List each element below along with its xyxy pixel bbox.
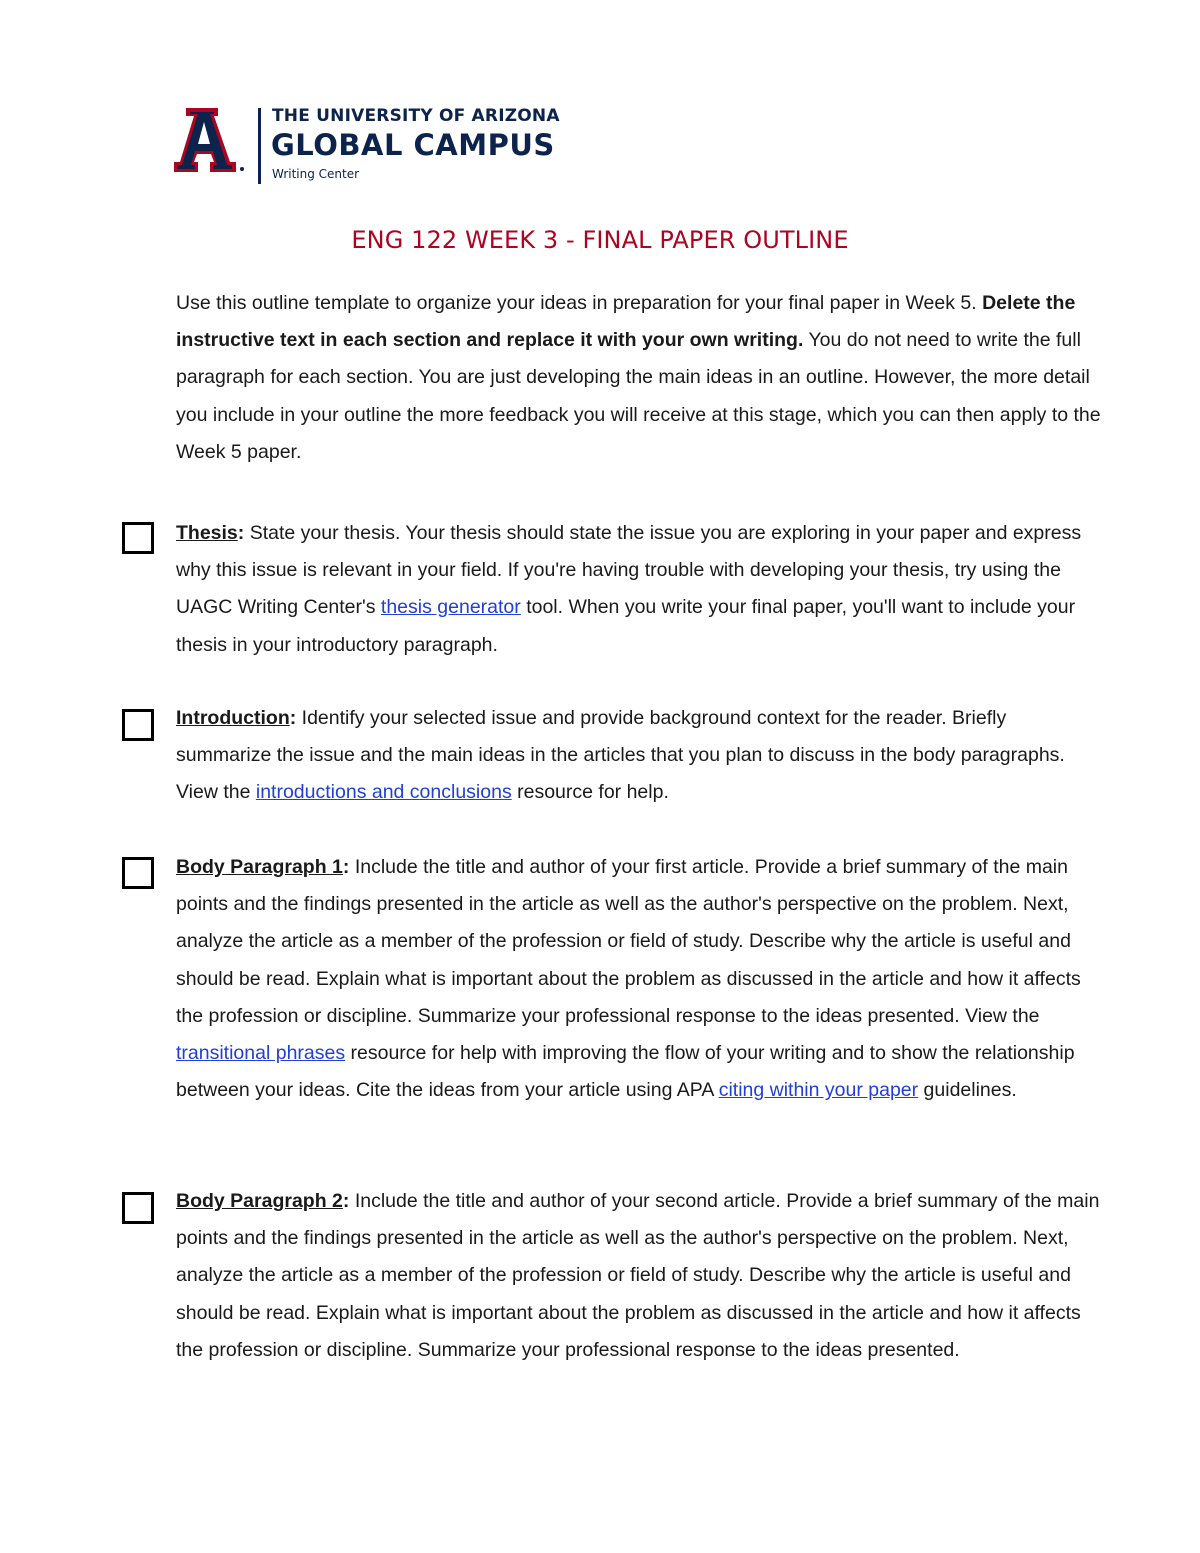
thesis-text: State your thesis. Your thesis should state the issue you are exploring in your paper and express why this issue is relevant in your field. If you're having trouble with developing your thesis, try using the UAGC Writing Center's	[176, 522, 1082, 619]
body-paragraph-2-text: Include the title and author of your second article. Provide a brief summary of the main points and the findings presented in the article as well as the author's perspective on the problem. Next, analyze the article as a member of the profession or field of study. Describe why the article is useful and should be read. Explain what is important about the problem as discussed in the article and how it affects the profession or discipline. Summarize your professional response to the ideas presented.	[176, 1190, 1100, 1361]
introduction-text: Identify your selected issue and provide background context for the reader. Briefly summarize the issue and the main ideas in the articles that you plan to discuss in the body paragraphs. View the	[176, 707, 1065, 804]
logo-campus-name: GLOBAL CAMPUS	[271, 128, 555, 162]
logo-university-name: THE UNIVERSITY OF ARIZONA	[272, 106, 560, 126]
body-paragraph-2-checkbox[interactable]	[122, 1192, 154, 1224]
thesis-generator-link[interactable]: thesis generator	[380, 596, 521, 619]
introduction-checkbox[interactable]	[122, 709, 154, 741]
intro-text: Use this outline template to organize your ideas in preparation for your final paper in Week 5.	[176, 292, 977, 314]
logo-department: Writing Center	[272, 167, 360, 181]
body-paragraph-1-text-continued: resource for help with improving the flow of your writing and to show the relationship between your ideas. Cite the ideas from your article using APA	[176, 1042, 1075, 1102]
transitional-phrases-link[interactable]: transitional phrases	[176, 1042, 346, 1065]
intro-bold-instruction: Delete the instructive text in each section and replace it with your own writing.	[176, 292, 1076, 352]
university-logo	[172, 104, 560, 184]
citing-within-paper-link[interactable]: citing within your paper	[718, 1079, 919, 1102]
arizona-a-logo-icon	[172, 104, 248, 176]
introduction-text-continued: resource for help.	[517, 781, 669, 804]
body-paragraph-1-label: Body Paragraph 1	[176, 856, 343, 878]
body-paragraph-1-checkbox[interactable]	[122, 857, 154, 889]
thesis-text-continued: tool. When you write your final paper, you'll want to include your thesis in your introductory paragraph.	[176, 596, 1076, 656]
intro-text-continued: You do not need to write the full paragraph for each section. You are just developing the main ideas in an outline. However, the more detail you include in your outline the more feedback you will receive at this stage, which you can then apply to the Week 5 paper.	[176, 329, 1101, 463]
thesis-section: Thesis: State your thesis. Your thesis should state the issue you are exploring in your paper and express why this issue is relevant in your field. If you're having trouble with developing your thesis, try using the UAGC Writing Center's thesis generator tool. When you write your final paper, you'll want to include your thesis in your introductory paragraph.	[176, 522, 1082, 656]
body-paragraph-2-section: Body Paragraph 2: Include the title and author of your second article. Provide a brief summary of the main points and the findings presented in the article as well as the author's perspective on the problem. Next, analyze the article as a member of the profession or field of study. Describe why the article is useful and should be read. Explain what is important about the problem as discussed in the article and how it affects the profession or discipline. Summarize your professional response to the ideas presented.	[176, 1190, 1100, 1361]
body-paragraph-2-label: Body Paragraph 2	[176, 1190, 343, 1212]
intro-paragraph	[176, 285, 1101, 471]
body-paragraph-1-text: Include the title and author of your first article. Provide a brief summary of the main points and the findings presented in the article as well as the author's perspective on the problem. Next, analyze the article as a member of the profession or field of study. Describe why the article is useful and should be read. Explain what is important about the problem as discussed in the article and how it affects the profession or discipline. Summarize your professional response to the ideas presented. View the	[176, 856, 1081, 1027]
introduction-label: Introduction	[176, 707, 290, 729]
body-paragraph-1-section: Body Paragraph 1: Include the title and author of your first article. Provide a brief summary of the main points and the findings presented in the article as well as the author's perspective on the problem. Next, analyze the article as a member of the profession or field of study. Describe why the article is useful and should be read. Explain what is important about the problem as discussed in the article and how it affects the profession or discipline. Summarize your professional response to the ideas presented. View the transitional phrases resource for help with improving the flow of your writing and to show the relationship between your ideas. Cite the ideas from your article using APA citing within your paper guidelines.	[176, 856, 1081, 1102]
thesis-checkbox[interactable]	[122, 522, 154, 554]
introduction-section: Introduction: Identify your selected issue and provide background context for the reader. Briefly summarize the issue and the main ideas in the articles that you plan to discuss in the body paragraphs. View the introductions and conclusions resource for help.	[176, 707, 1065, 804]
introductions-conclusions-link[interactable]: introductions and conclusions	[255, 781, 512, 804]
body-paragraph-1-text-end: guidelines.	[923, 1079, 1017, 1102]
document-title: ENG 122 WEEK 3 - FINAL PAPER OUTLINE	[351, 226, 849, 254]
thesis-label: Thesis	[176, 522, 238, 544]
logo-divider	[258, 108, 261, 184]
